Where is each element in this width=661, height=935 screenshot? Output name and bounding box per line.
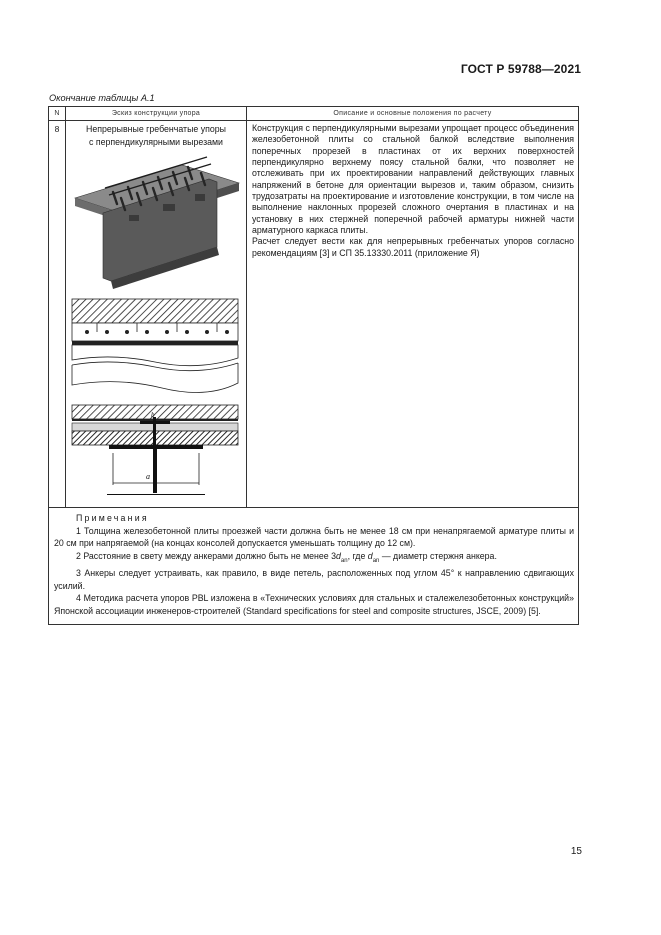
header-description: Описание и основные положения по расчету — [247, 107, 579, 121]
description-paragraph-2: Расчет следует вести как для непрерывных гребенчатых упоров согласно рекомендациям [3] и СП 35.13330.2011 (приложение Я) — [252, 236, 574, 258]
page-number: 15 — [570, 846, 582, 857]
header-number: N — [49, 107, 66, 121]
note-2: 2 Расстояние в свету между анкерами должно быть не менее $3d_{an}$, где $d_{an}$ — диаметр стержня анкера. — [76, 550, 497, 564]
cross-section — [72, 405, 238, 495]
sketch-cell — [66, 121, 247, 508]
table-caption: Окончание таблицы А.1 — [49, 93, 155, 103]
table-header-row — [49, 107, 579, 121]
notes-row — [49, 508, 579, 625]
row-number: 8 — [49, 121, 66, 508]
longitudinal-section — [72, 299, 238, 392]
sketch-title — [66, 121, 246, 149]
header-sketch: Эскиз конструкции упора — [66, 107, 247, 121]
table-row — [49, 121, 579, 508]
sketch-title-line2: с перпендикулярными вырезами — [89, 137, 223, 147]
description-cell — [247, 121, 579, 508]
note-3: 3 Анкеры следует устраивать, как правило, в виде петель, расположенных под углом 45° к направлению сдвигающих усилий. — [54, 568, 574, 591]
isometric-beam-view — [75, 157, 239, 289]
note-4: 4 Методика расчета упоров PBL изложена в «Технических условиях для стальных и сталежелезобетонных конструкций» Японской ассоциации инженеров-строителей (Standard specifications for steel and composite structures, JSCE, 2009) [5]. — [54, 593, 574, 616]
description-paragraph-1: Конструкция с перпендикулярными вырезами упрощает процесс объединения железобетонной плиты со стальной балкой вследствие выполнения поперечных прорезей в пластинах от их верхних поверхностей перпендикулярно верхнему поясу стальной балки, что позволяет не отслеживать при их проектировании направлений действующих главных напряжений в бетоне для ориентации вырезов и, таким образом, снизить трудозатраты на проектирование и изготовление конструкции, в том числе на выполнение наклонных прорезей сложного очертания в пластинах и на установку в них стержней поперечной рабочей арматуры нижней части арматурного каркаса плиты. — [252, 123, 574, 236]
notes-cell — [49, 508, 579, 625]
notes-heading: Примечания — [76, 513, 149, 523]
note-1: 1 Толщина железобетонной плиты проезжей части должна быть не менее 18 см при ненапрягаемой арматуре плиты и 20 см при напрягаемой (на концах консолей допускается уменьшать толщину до 12 см). — [54, 525, 574, 549]
anchor-table — [48, 106, 579, 625]
standard-code: ГОСТ Р 59788—2021 — [460, 62, 581, 76]
anchor-sketch — [67, 155, 245, 495]
sketch-label-b: b — [151, 411, 155, 419]
sketch-title-line1: Непрерывные гребенчатые упоры — [85, 124, 227, 134]
sketch-label-a: a — [146, 472, 150, 481]
